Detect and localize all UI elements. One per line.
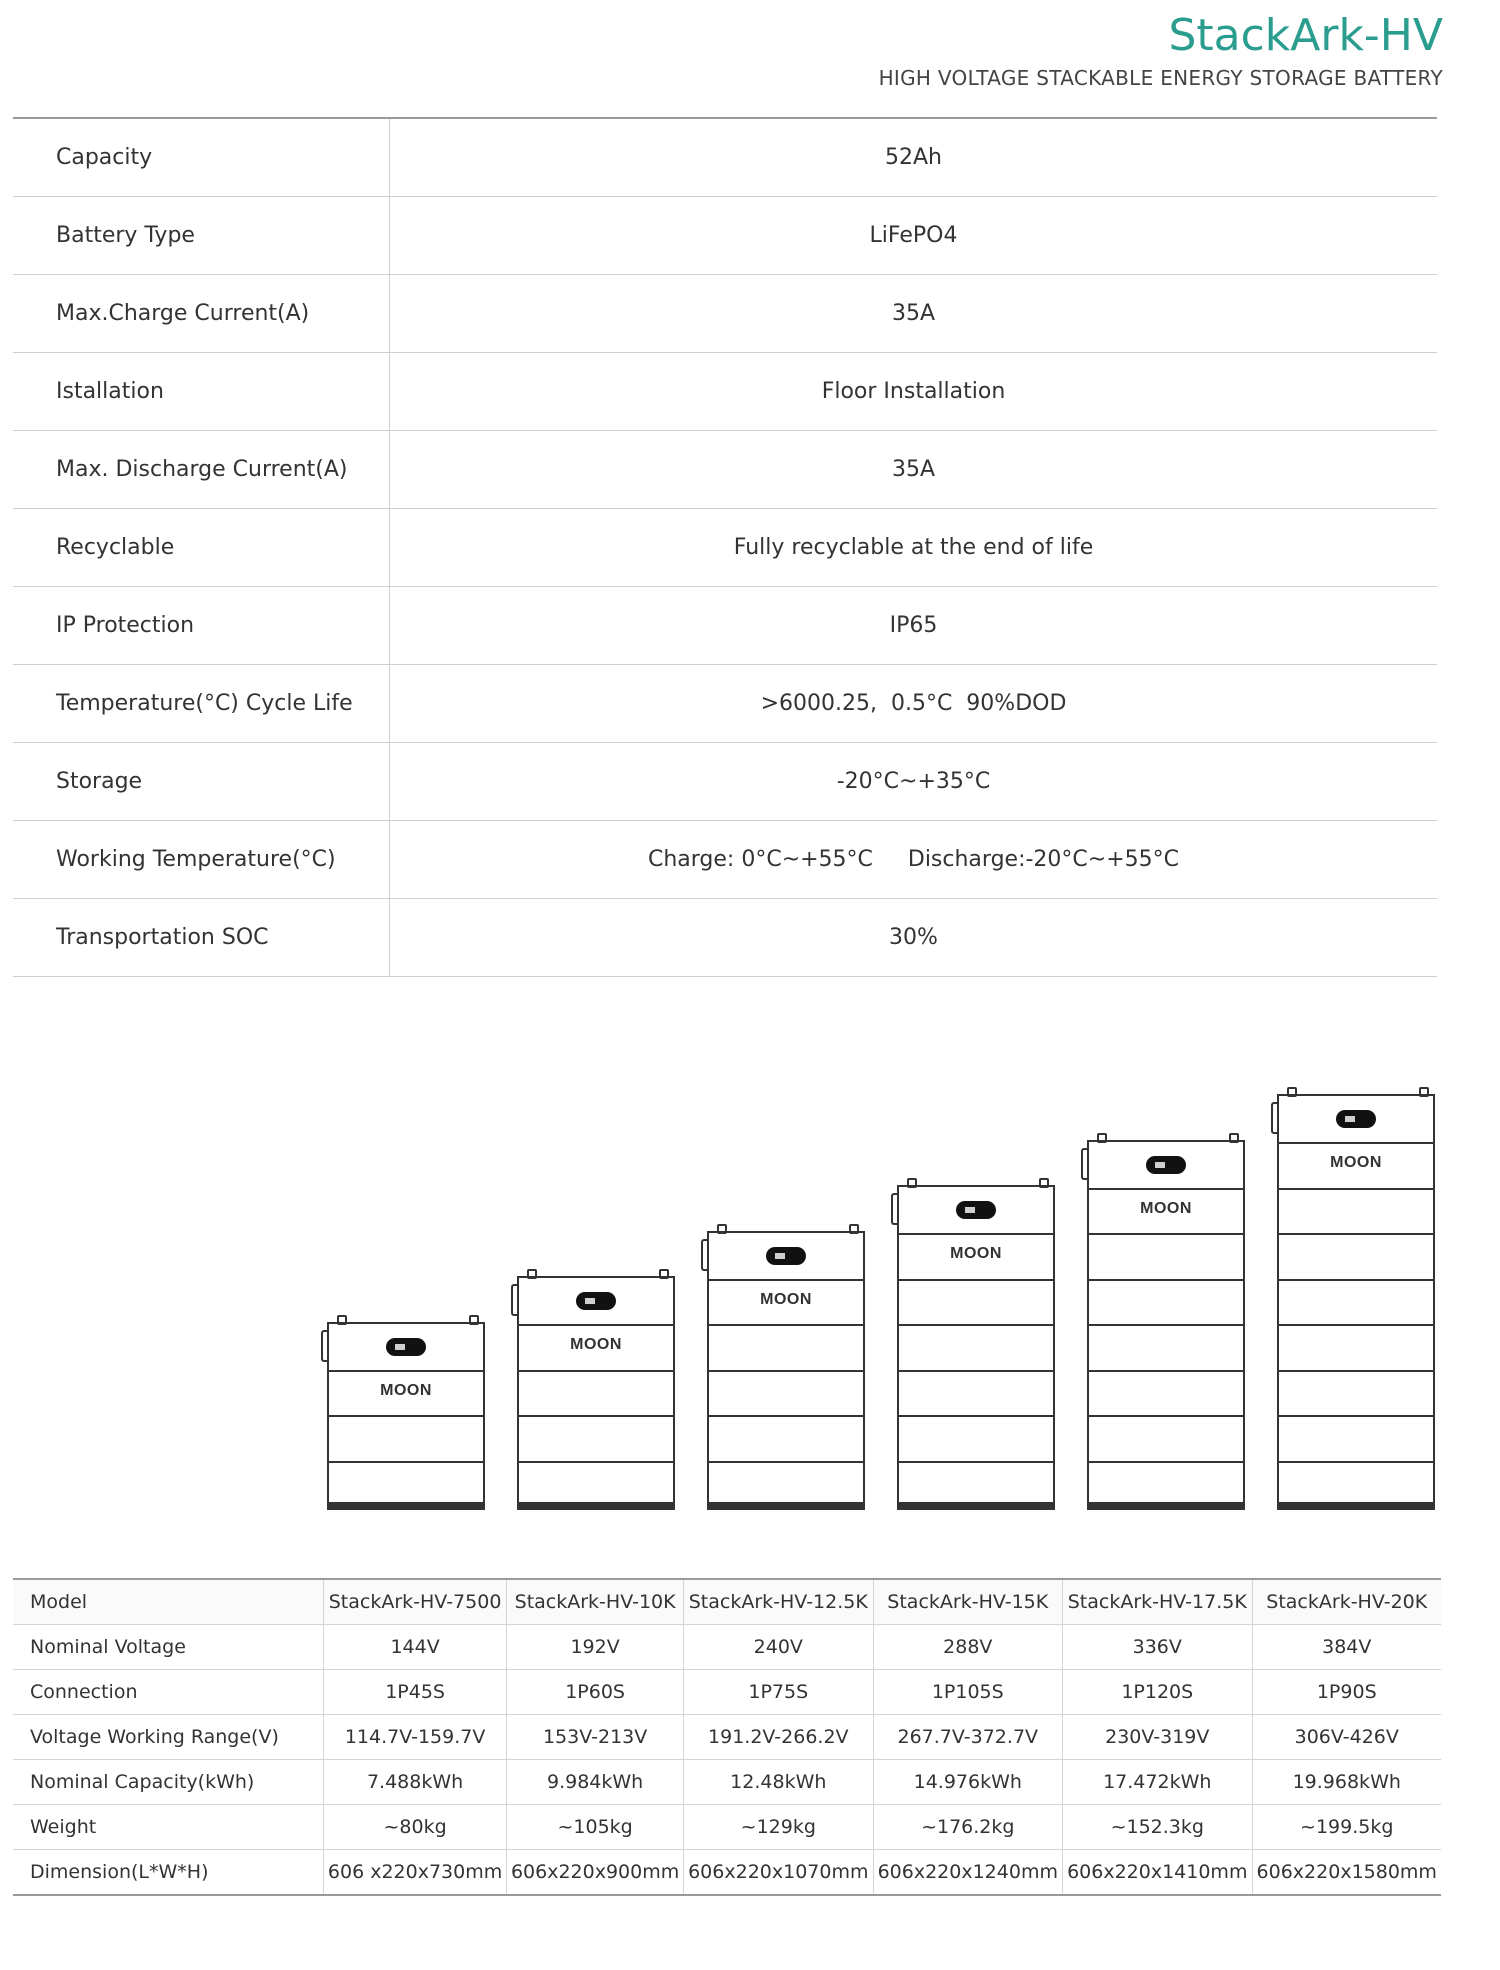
battery-module (329, 1461, 483, 1507)
spec-row (13, 431, 1437, 509)
brand-logo: MOON (380, 1381, 432, 1399)
spec-label: Istallation (13, 353, 390, 430)
mount-hook-icon (527, 1269, 537, 1279)
table-cell: ~152.3kg (1063, 1805, 1252, 1850)
spec-row (13, 275, 1437, 353)
spec-row (13, 821, 1437, 899)
table-cell: ~105kg (507, 1805, 684, 1850)
spec-row (13, 119, 1437, 197)
table-row-label: Nominal Voltage (13, 1625, 324, 1670)
table-cell: 267.7V-372.7V (873, 1715, 1062, 1760)
table-cell: 14.976kWh (873, 1760, 1062, 1805)
table-cell: StackArk-HV-10K (507, 1579, 684, 1625)
power-indicator-icon (766, 1247, 806, 1265)
handle-icon (1081, 1148, 1089, 1180)
spec-value: IP65 (889, 613, 938, 638)
table-row-label: Weight (13, 1805, 324, 1850)
table-cell: 336V (1063, 1625, 1252, 1670)
battery-module (1089, 1324, 1243, 1372)
table-row (13, 1760, 1441, 1805)
table-cell: 306V-426V (1252, 1715, 1441, 1760)
battery-module (899, 1370, 1053, 1418)
battery-module (1279, 1415, 1433, 1463)
spec-label: IP Protection (13, 587, 390, 664)
table-row (13, 1670, 1441, 1715)
battery-stack-unit (897, 1185, 1055, 1510)
spec-value: 35A (891, 457, 936, 482)
spec-value: 30% (889, 925, 938, 950)
handle-icon (891, 1193, 899, 1225)
battery-module (899, 1415, 1053, 1463)
battery-module (1279, 1233, 1433, 1281)
mount-hook-icon (1097, 1133, 1107, 1143)
table-row (13, 1850, 1441, 1896)
battery-module (329, 1415, 483, 1463)
mount-hook-icon (717, 1224, 727, 1234)
battery-module (709, 1370, 863, 1418)
spec-value: 52Ah (885, 145, 942, 170)
table-row-label: Connection (13, 1670, 324, 1715)
battery-module (1279, 1324, 1433, 1372)
table-cell: 230V-319V (1063, 1715, 1252, 1760)
spec-label: Max. Discharge Current(A) (13, 431, 390, 508)
power-indicator-icon (1146, 1156, 1186, 1174)
spec-label: Temperature(°C) Cycle Life (13, 665, 390, 742)
table-cell: 192V (507, 1625, 684, 1670)
table-cell: 19.968kWh (1252, 1760, 1441, 1805)
table-cell: StackArk-HV-20K (1252, 1579, 1441, 1625)
spec-label: Capacity (13, 119, 390, 196)
table-cell: 1P105S (873, 1670, 1062, 1715)
table-cell: 1P45S (324, 1670, 507, 1715)
brand-logo: MOON (1330, 1154, 1382, 1171)
handle-icon (321, 1330, 329, 1362)
spec-row (13, 587, 1437, 665)
power-indicator-icon (386, 1338, 426, 1356)
model-table (13, 1578, 1441, 1896)
mount-hook-icon (1287, 1087, 1297, 1097)
power-indicator-icon (1336, 1110, 1376, 1128)
spec-label: Working Temperature(°C) (13, 821, 390, 898)
battery-module (709, 1324, 863, 1372)
product-title: StackArk-HV (1168, 10, 1443, 61)
mount-hook-icon (1039, 1178, 1049, 1188)
battery-module (1089, 1279, 1243, 1327)
spec-table (13, 117, 1437, 977)
table-row (13, 1625, 1441, 1670)
table-cell: 9.984kWh (507, 1760, 684, 1805)
spec-label: Battery Type (13, 197, 390, 274)
battery-module (1279, 1188, 1433, 1236)
table-cell: 153V-213V (507, 1715, 684, 1760)
battery-module (519, 1415, 673, 1463)
battery-module (899, 1279, 1053, 1327)
spec-label: Max.Charge Current(A) (13, 275, 390, 352)
battery-module (519, 1461, 673, 1507)
table-row (13, 1715, 1441, 1760)
table-row-label: Dimension(L*W*H) (30, 1861, 209, 1883)
table-cell: 1P75S (684, 1670, 873, 1715)
spec-row (13, 197, 1437, 275)
table-cell: 7.488kWh (324, 1760, 507, 1805)
handle-icon (1271, 1102, 1279, 1134)
table-cell: 144V (324, 1625, 507, 1670)
battery-stack-illustration (0, 1040, 1500, 1520)
battery-module (899, 1461, 1053, 1507)
table-cell: 288V (873, 1625, 1062, 1670)
mount-hook-icon (469, 1315, 479, 1325)
battery-module (709, 1461, 863, 1507)
battery-module (899, 1324, 1053, 1372)
table-cell: 1P60S (507, 1670, 684, 1715)
battery-module (1089, 1370, 1243, 1418)
spec-label: Recyclable (13, 509, 390, 586)
table-row-label: Model (13, 1579, 324, 1625)
table-cell: 114.7V-159.7V (324, 1715, 507, 1760)
spec-label: Storage (13, 743, 390, 820)
brand-logo: MOON (570, 1336, 622, 1353)
table-cell: 384V (1252, 1625, 1441, 1670)
spec-value: Floor Installation (821, 379, 1006, 404)
table-cell: 606x220x1240mm (873, 1850, 1062, 1896)
battery-stack-unit (517, 1276, 675, 1510)
mount-hook-icon (337, 1315, 347, 1325)
table-cell: ~176.2kg (873, 1805, 1062, 1850)
spec-value: 35A (891, 301, 936, 326)
brand-logo: MOON (1140, 1199, 1192, 1217)
mount-hook-icon (907, 1178, 917, 1188)
table-cell: 606x220x1580mm (1252, 1850, 1441, 1896)
table-cell: StackArk-HV-12.5K (684, 1579, 873, 1625)
table-cell: 17.472kWh (1063, 1760, 1252, 1805)
handle-icon (511, 1284, 519, 1316)
table-cell: 606 x220x730mm (324, 1850, 507, 1896)
table-cell: ~199.5kg (1252, 1805, 1441, 1850)
stack-base (517, 1502, 675, 1510)
spec-row (13, 743, 1437, 821)
battery-module (1279, 1370, 1433, 1418)
spec-row (13, 509, 1437, 587)
battery-module (1279, 1461, 1433, 1507)
battery-module (1089, 1233, 1243, 1281)
table-cell: 191.2V-266.2V (684, 1715, 873, 1760)
battery-module (1089, 1461, 1243, 1507)
table-cell: 1P90S (1252, 1670, 1441, 1715)
power-indicator-icon (956, 1201, 996, 1219)
power-indicator-icon (576, 1292, 616, 1310)
battery-module (1279, 1279, 1433, 1327)
table-cell: StackArk-HV-7500 (324, 1579, 507, 1625)
table-cell: StackArk-HV-15K (873, 1579, 1062, 1625)
spec-value: Fully recyclable at the end of life (733, 535, 1094, 560)
spec-value: Charge: 0°C~+55°C Discharge:-20°C~+55°C (647, 847, 1180, 872)
spec-row (13, 353, 1437, 431)
stack-base (327, 1502, 485, 1510)
battery-module (709, 1415, 863, 1463)
table-cell: 606x220x1410mm (1063, 1850, 1252, 1896)
table-row-label: Nominal Capacity(kWh) (13, 1760, 324, 1805)
stack-base (707, 1502, 865, 1510)
spec-value: -20°C~+35°C (836, 769, 991, 794)
stack-base (897, 1502, 1055, 1510)
brand-logo: MOON (950, 1245, 1002, 1262)
table-cell: 12.48kWh (684, 1760, 873, 1805)
battery-stack-unit (1087, 1140, 1245, 1511)
product-subtitle: HIGH VOLTAGE STACKABLE ENERGY STORAGE BATTERY (878, 66, 1443, 90)
mount-hook-icon (849, 1224, 859, 1234)
spec-value: LiFePO4 (869, 223, 958, 248)
battery-stack-unit (327, 1322, 485, 1511)
table-cell: ~80kg (324, 1805, 507, 1850)
brand-logo: MOON (760, 1290, 812, 1308)
battery-stack-unit (1277, 1094, 1435, 1510)
battery-stack-unit (707, 1231, 865, 1511)
table-row (13, 1579, 1441, 1625)
stack-base (1087, 1502, 1245, 1510)
table-cell: 240V (684, 1625, 873, 1670)
spec-row (13, 899, 1437, 977)
mount-hook-icon (1419, 1087, 1429, 1097)
table-cell: StackArk-HV-17.5K (1063, 1579, 1252, 1625)
stack-base (1277, 1502, 1435, 1510)
mount-hook-icon (1229, 1133, 1239, 1143)
table-cell: 606x220x900mm (507, 1850, 684, 1896)
mount-hook-icon (659, 1269, 669, 1279)
handle-icon (701, 1239, 709, 1271)
spec-label: Transportation SOC (13, 899, 390, 976)
table-row-label: Voltage Working Range(V) (13, 1715, 324, 1760)
table-cell: ~129kg (684, 1805, 873, 1850)
battery-module (1089, 1415, 1243, 1463)
battery-module (519, 1370, 673, 1418)
table-row (13, 1805, 1441, 1850)
spec-row (13, 665, 1437, 743)
table-cell: 1P120S (1063, 1670, 1252, 1715)
spec-value: >6000.25, 0.5°C 90%DOD (760, 691, 1067, 716)
table-cell: 606x220x1070mm (684, 1850, 873, 1896)
